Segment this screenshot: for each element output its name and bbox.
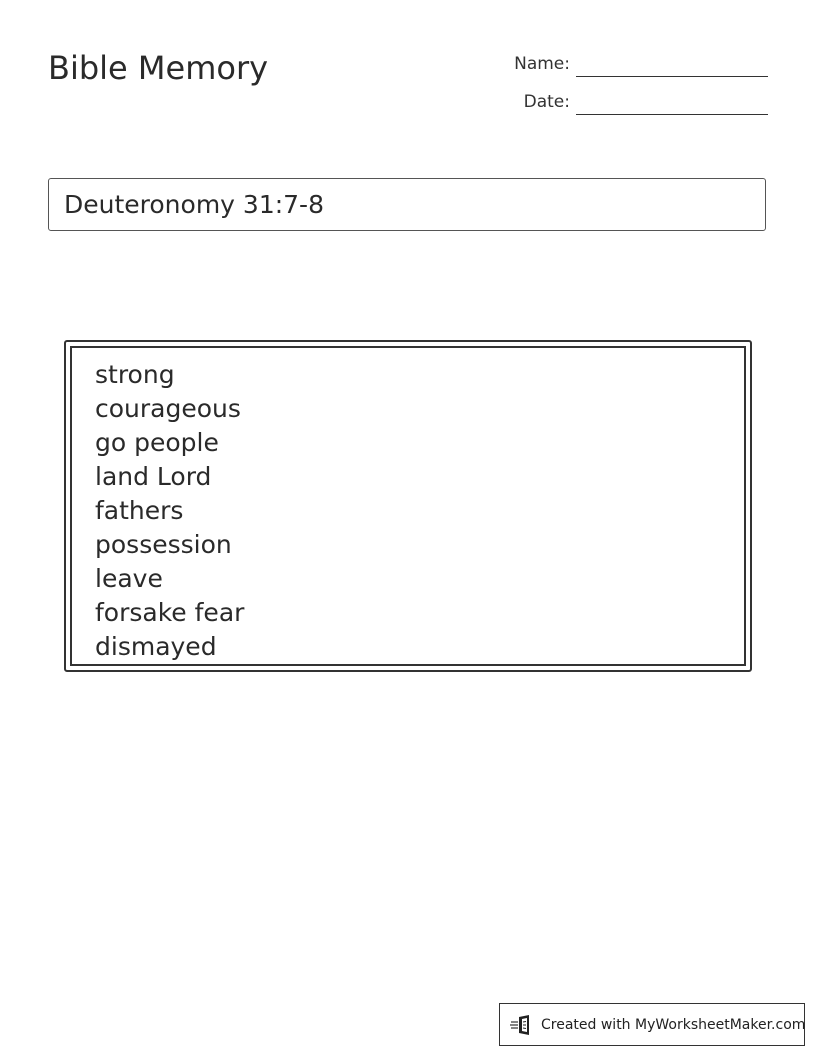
word-bank-list [95,358,244,664]
word-bank-item: land Lord [95,462,212,491]
word-bank-inner-border [70,346,746,666]
footer-credit-text[interactable]: Created with MyWorksheetMaker.com [541,1017,806,1033]
word-bank-item: possession [95,530,232,559]
worksheet-maker-logo-icon [510,1014,534,1036]
name-field[interactable] [508,52,768,76]
word-bank-item: leave [95,564,163,593]
word-bank-item: forsake fear [95,598,245,627]
date-line[interactable] [576,114,768,115]
word-bank-item: fathers [95,496,184,525]
date-field[interactable] [508,90,768,114]
footer-credit-badge[interactable] [499,1003,805,1046]
page-title: Bible Memory [48,49,269,87]
word-bank-box [64,340,752,672]
verse-reference: Deuteronomy 31:7-8 [64,190,324,219]
word-bank-item: go people [95,428,219,457]
verse-reference-box [48,178,766,231]
name-label: Name: [514,54,570,74]
word-bank-item: strong [95,360,175,389]
date-label: Date: [523,92,570,112]
name-line[interactable] [576,76,768,77]
word-bank-item: dismayed [95,632,217,661]
word-bank-item: courageous [95,394,241,423]
